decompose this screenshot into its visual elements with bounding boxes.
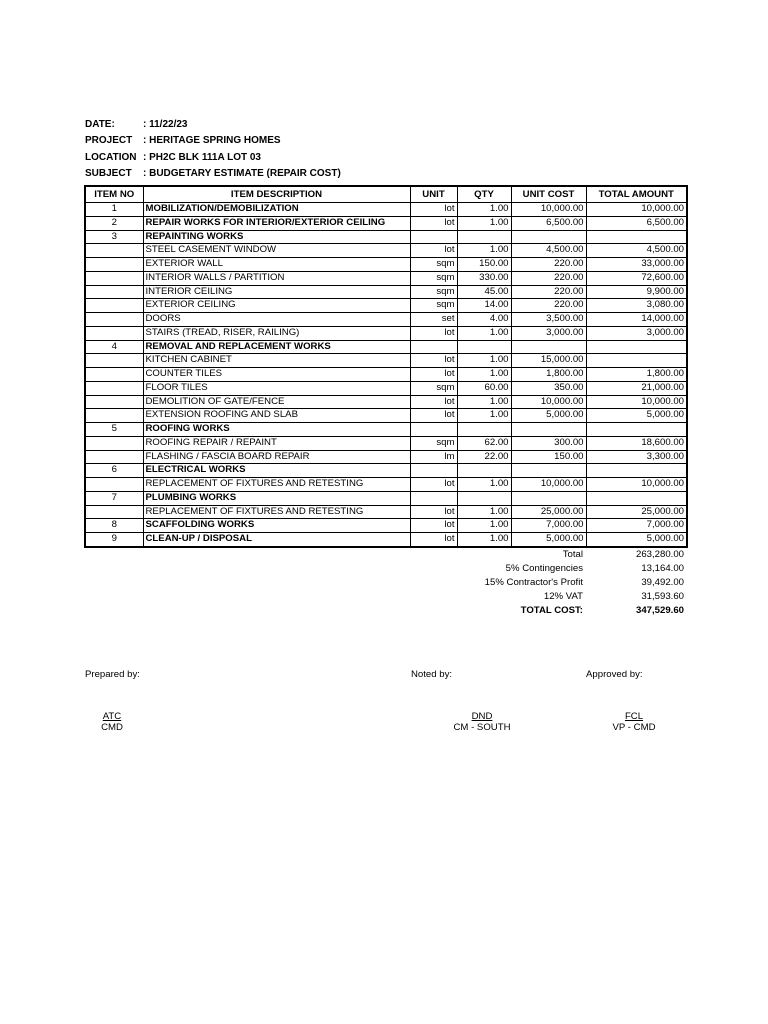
cell-item-no: 2 (85, 216, 143, 230)
cell-total-amount: 18,600.00 (586, 436, 687, 450)
table-row (85, 533, 687, 547)
cell-item-no (85, 368, 143, 382)
cell-description: REPLACEMENT OF FIXTURES AND RETESTING (143, 478, 410, 492)
cell-qty: 330.00 (457, 271, 511, 285)
table-row (85, 436, 687, 450)
table-row (85, 491, 687, 505)
approved-name: FCL (624, 711, 644, 722)
cell-unit: lot (410, 354, 457, 368)
cell-unit (410, 464, 457, 478)
col-header-total-amount: TOTAL AMOUNT (586, 186, 687, 203)
cell-description: REPAINTING WORKS (143, 230, 410, 244)
cell-item-no (85, 313, 143, 327)
table-row (85, 313, 687, 327)
subject-value: : BUDGETARY ESTIMATE (REPAIR COST) (143, 168, 341, 180)
cell-description: DEMOLITION OF GATE/FENCE (143, 395, 410, 409)
cell-unit: lot (410, 533, 457, 547)
cell-item-no (85, 244, 143, 258)
cell-item-no (85, 326, 143, 340)
cell-unit: lot (410, 203, 457, 217)
cell-qty: 45.00 (457, 285, 511, 299)
cell-qty: 1.00 (457, 354, 511, 368)
cell-item-no (85, 436, 143, 450)
table-row (85, 271, 687, 285)
cell-unit-cost: 4,500.00 (511, 244, 586, 258)
cell-item-no (85, 395, 143, 409)
prepared-by-label: Prepared by: (85, 669, 140, 680)
cell-unit: sqm (410, 258, 457, 272)
summary-label: 15% Contractor's Profit (484, 576, 583, 588)
noted-signatory (422, 711, 542, 733)
cell-qty: 150.00 (457, 258, 511, 272)
cell-unit: lot (410, 216, 457, 230)
cell-unit (410, 340, 457, 354)
cell-total-amount: 21,000.00 (586, 381, 687, 395)
cell-description: ROOFING REPAIR / REPAINT (143, 436, 410, 450)
cell-item-no (85, 285, 143, 299)
cell-unit-cost: 10,000.00 (511, 395, 586, 409)
table-body (85, 203, 687, 547)
cell-unit: lot (410, 326, 457, 340)
table-row (85, 216, 687, 230)
cell-total-amount: 25,000.00 (586, 505, 687, 519)
table-row (85, 258, 687, 272)
subject-row (85, 166, 341, 183)
cell-total-amount: 4,500.00 (586, 244, 687, 258)
project-value: : HERITAGE SPRING HOMES (143, 135, 281, 147)
summary-label: TOTAL COST: (520, 604, 583, 616)
cell-description: EXTERIOR WALL (143, 258, 410, 272)
cell-unit-cost: 7,000.00 (511, 519, 586, 533)
cell-unit-cost: 3,500.00 (511, 313, 586, 327)
cell-item-no (85, 450, 143, 464)
table-row (85, 203, 687, 217)
cell-unit: lot (410, 395, 457, 409)
cell-unit-cost: 1,800.00 (511, 368, 586, 382)
col-header-qty: QTY (457, 186, 511, 203)
cell-unit: lot (410, 505, 457, 519)
cell-item-no (85, 505, 143, 519)
cell-item-no: 9 (85, 533, 143, 547)
cell-unit: lm (410, 450, 457, 464)
cell-qty: 14.00 (457, 299, 511, 313)
cell-unit: sqm (410, 271, 457, 285)
col-header-unit: UNIT (410, 186, 457, 203)
table-row (85, 505, 687, 519)
cell-unit-cost: 220.00 (511, 258, 586, 272)
cell-qty: 1.00 (457, 244, 511, 258)
table-row (85, 464, 687, 478)
cell-description: MOBILIZATION/DEMOBILIZATION (143, 203, 410, 217)
table-row (85, 244, 687, 258)
summary-value: 39,492.00 (641, 576, 684, 588)
table-row (85, 299, 687, 313)
cell-unit-cost: 220.00 (511, 271, 586, 285)
table-row (85, 381, 687, 395)
cell-unit: sqm (410, 381, 457, 395)
cell-unit-cost: 300.00 (511, 436, 586, 450)
cell-total-amount (586, 340, 687, 354)
date-value: : 11/22/23 (143, 118, 188, 130)
table-row (85, 395, 687, 409)
table-row (85, 326, 687, 340)
cell-item-no: 5 (85, 423, 143, 437)
cell-unit-cost: 220.00 (511, 285, 586, 299)
cell-description: ELECTRICAL WORKS (143, 464, 410, 478)
cell-unit-cost: 220.00 (511, 299, 586, 313)
cell-unit: lot (410, 478, 457, 492)
summary-row (400, 561, 684, 575)
cell-item-no (85, 299, 143, 313)
col-header-description: ITEM DESCRIPTION (143, 186, 410, 203)
table-row (85, 285, 687, 299)
cell-description: PLUMBING WORKS (143, 491, 410, 505)
cost-summary (400, 547, 684, 617)
cell-qty: 1.00 (457, 326, 511, 340)
summary-row (400, 603, 684, 617)
cell-unit-cost (511, 340, 586, 354)
cell-unit-cost: 150.00 (511, 450, 586, 464)
cell-total-amount: 72,600.00 (586, 271, 687, 285)
noted-by-label: Noted by: (411, 669, 453, 680)
cell-qty: 1.00 (457, 519, 511, 533)
cell-description: ROOFING WORKS (143, 423, 410, 437)
cell-qty: 4.00 (457, 313, 511, 327)
cell-unit: lot (410, 368, 457, 382)
cell-item-no (85, 354, 143, 368)
cell-unit-cost: 10,000.00 (511, 478, 586, 492)
date-label: DATE: (85, 118, 115, 130)
cell-description: FLOOR TILES (143, 381, 410, 395)
col-header-unit-cost: UNIT COST (511, 186, 586, 203)
table-row (85, 354, 687, 368)
summary-label: Total (562, 548, 583, 560)
cell-qty: 1.00 (457, 505, 511, 519)
summary-value: 31,593.60 (641, 590, 684, 602)
cell-unit: set (410, 313, 457, 327)
table-row (85, 478, 687, 492)
cell-unit: lot (410, 519, 457, 533)
summary-value: 263,280.00 (635, 548, 684, 560)
cell-description: CLEAN-UP / DISPOSAL (143, 533, 410, 547)
table-row (85, 230, 687, 244)
cell-total-amount: 5,000.00 (586, 409, 687, 423)
cell-qty: 60.00 (457, 381, 511, 395)
approved-by-label: Approved by: (586, 669, 643, 680)
cell-total-amount: 5,000.00 (586, 533, 687, 547)
cell-unit: sqm (410, 285, 457, 299)
location-value: : PH2C BLK 111A LOT 03 (143, 151, 261, 163)
cell-total-amount: 7,000.00 (586, 519, 687, 533)
cell-item-no (85, 271, 143, 285)
cell-unit (410, 423, 457, 437)
cell-total-amount (586, 423, 687, 437)
cell-unit-cost: 15,000.00 (511, 354, 586, 368)
cell-qty: 1.00 (457, 409, 511, 423)
cell-total-amount: 6,500.00 (586, 216, 687, 230)
cell-description: REPLACEMENT OF FIXTURES AND RETESTING (143, 505, 410, 519)
cell-qty: 62.00 (457, 436, 511, 450)
cell-total-amount: 33,000.00 (586, 258, 687, 272)
cell-description: INTERIOR WALLS / PARTITION (143, 271, 410, 285)
cell-total-amount: 10,000.00 (586, 478, 687, 492)
cell-qty: 1.00 (457, 478, 511, 492)
cell-qty: 1.00 (457, 368, 511, 382)
cell-unit: lot (410, 409, 457, 423)
cell-qty: 1.00 (457, 216, 511, 230)
cell-unit-cost (511, 464, 586, 478)
cell-unit-cost: 350.00 (511, 381, 586, 395)
cell-description: STEEL CASEMENT WINDOW (143, 244, 410, 258)
location-row (85, 149, 341, 166)
cell-description: STAIRS (TREAD, RISER, RAILING) (143, 326, 410, 340)
summary-label: 5% Contingencies (505, 562, 583, 574)
cell-unit-cost (511, 230, 586, 244)
cell-qty: 22.00 (457, 450, 511, 464)
cell-qty (457, 340, 511, 354)
summary-row (400, 547, 684, 561)
cell-item-no (85, 478, 143, 492)
cell-item-no: 8 (85, 519, 143, 533)
cell-unit-cost: 5,000.00 (511, 409, 586, 423)
summary-row (400, 589, 684, 603)
cell-total-amount: 10,000.00 (586, 203, 687, 217)
cell-unit-cost (511, 491, 586, 505)
cell-unit: lot (410, 244, 457, 258)
cell-total-amount (586, 491, 687, 505)
table-row (85, 368, 687, 382)
cell-unit (410, 230, 457, 244)
cell-unit-cost: 5,000.00 (511, 533, 586, 547)
table-header-row (85, 186, 687, 203)
date-row (85, 116, 341, 133)
col-header-item-no: ITEM NO (85, 186, 143, 203)
cell-item-no: 7 (85, 491, 143, 505)
prepared-signatory (52, 711, 172, 733)
subject-label: SUBJECT (85, 168, 132, 180)
approved-signatory (574, 711, 694, 733)
prepared-name: ATC (102, 711, 122, 722)
cell-description: REMOVAL AND REPLACEMENT WORKS (143, 340, 410, 354)
cell-description: INTERIOR CEILING (143, 285, 410, 299)
noted-title: CM - SOUTH (453, 722, 511, 733)
summary-label: 12% VAT (543, 590, 583, 602)
cell-description: KITCHEN CABINET (143, 354, 410, 368)
cell-qty (457, 423, 511, 437)
cell-unit: sqm (410, 436, 457, 450)
summary-value: 13,164.00 (641, 562, 684, 574)
cell-total-amount: 3,080.00 (586, 299, 687, 313)
cell-item-no: 4 (85, 340, 143, 354)
cell-item-no: 6 (85, 464, 143, 478)
cell-description: EXTERIOR CEILING (143, 299, 410, 313)
cell-description: FLASHING / FASCIA BOARD REPAIR (143, 450, 410, 464)
prepared-title: CMD (101, 722, 123, 733)
table-row (85, 409, 687, 423)
cell-description: EXTENSION ROOFING AND SLAB (143, 409, 410, 423)
table-row (85, 340, 687, 354)
estimate-table (84, 185, 688, 548)
cell-item-no (85, 258, 143, 272)
cell-total-amount: 10,000.00 (586, 395, 687, 409)
cell-unit-cost: 25,000.00 (511, 505, 586, 519)
project-label: PROJECT (85, 135, 133, 147)
table-row (85, 423, 687, 437)
cell-unit-cost (511, 423, 586, 437)
table-row (85, 519, 687, 533)
cell-unit (410, 491, 457, 505)
cell-total-amount: 14,000.00 (586, 313, 687, 327)
project-row (85, 133, 341, 150)
cell-item-no (85, 381, 143, 395)
cell-qty: 1.00 (457, 395, 511, 409)
table-row (85, 450, 687, 464)
cell-total-amount (586, 464, 687, 478)
location-label: LOCATION (85, 151, 137, 163)
cell-qty (457, 491, 511, 505)
cell-item-no: 3 (85, 230, 143, 244)
cell-qty: 1.00 (457, 203, 511, 217)
cell-unit-cost: 6,500.00 (511, 216, 586, 230)
summary-value: 347,529.60 (635, 604, 684, 616)
cell-total-amount: 9,900.00 (586, 285, 687, 299)
cell-total-amount: 3,000.00 (586, 326, 687, 340)
document-header (85, 116, 341, 182)
cell-description: REPAIR WORKS FOR INTERIOR/EXTERIOR CEILING (143, 216, 410, 230)
summary-row (400, 575, 684, 589)
cell-total-amount: 3,300.00 (586, 450, 687, 464)
cell-description: COUNTER TILES (143, 368, 410, 382)
cell-item-no: 1 (85, 203, 143, 217)
cell-total-amount (586, 230, 687, 244)
cell-item-no (85, 409, 143, 423)
cell-total-amount (586, 354, 687, 368)
cell-description: SCAFFOLDING WORKS (143, 519, 410, 533)
noted-name: DND (471, 711, 493, 722)
cell-unit: sqm (410, 299, 457, 313)
cell-qty (457, 464, 511, 478)
cell-unit-cost: 10,000.00 (511, 203, 586, 217)
cell-description: DOORS (143, 313, 410, 327)
cell-qty (457, 230, 511, 244)
approved-title: VP - CMD (612, 722, 656, 733)
cell-qty: 1.00 (457, 533, 511, 547)
cell-total-amount: 1,800.00 (586, 368, 687, 382)
cell-unit-cost: 3,000.00 (511, 326, 586, 340)
